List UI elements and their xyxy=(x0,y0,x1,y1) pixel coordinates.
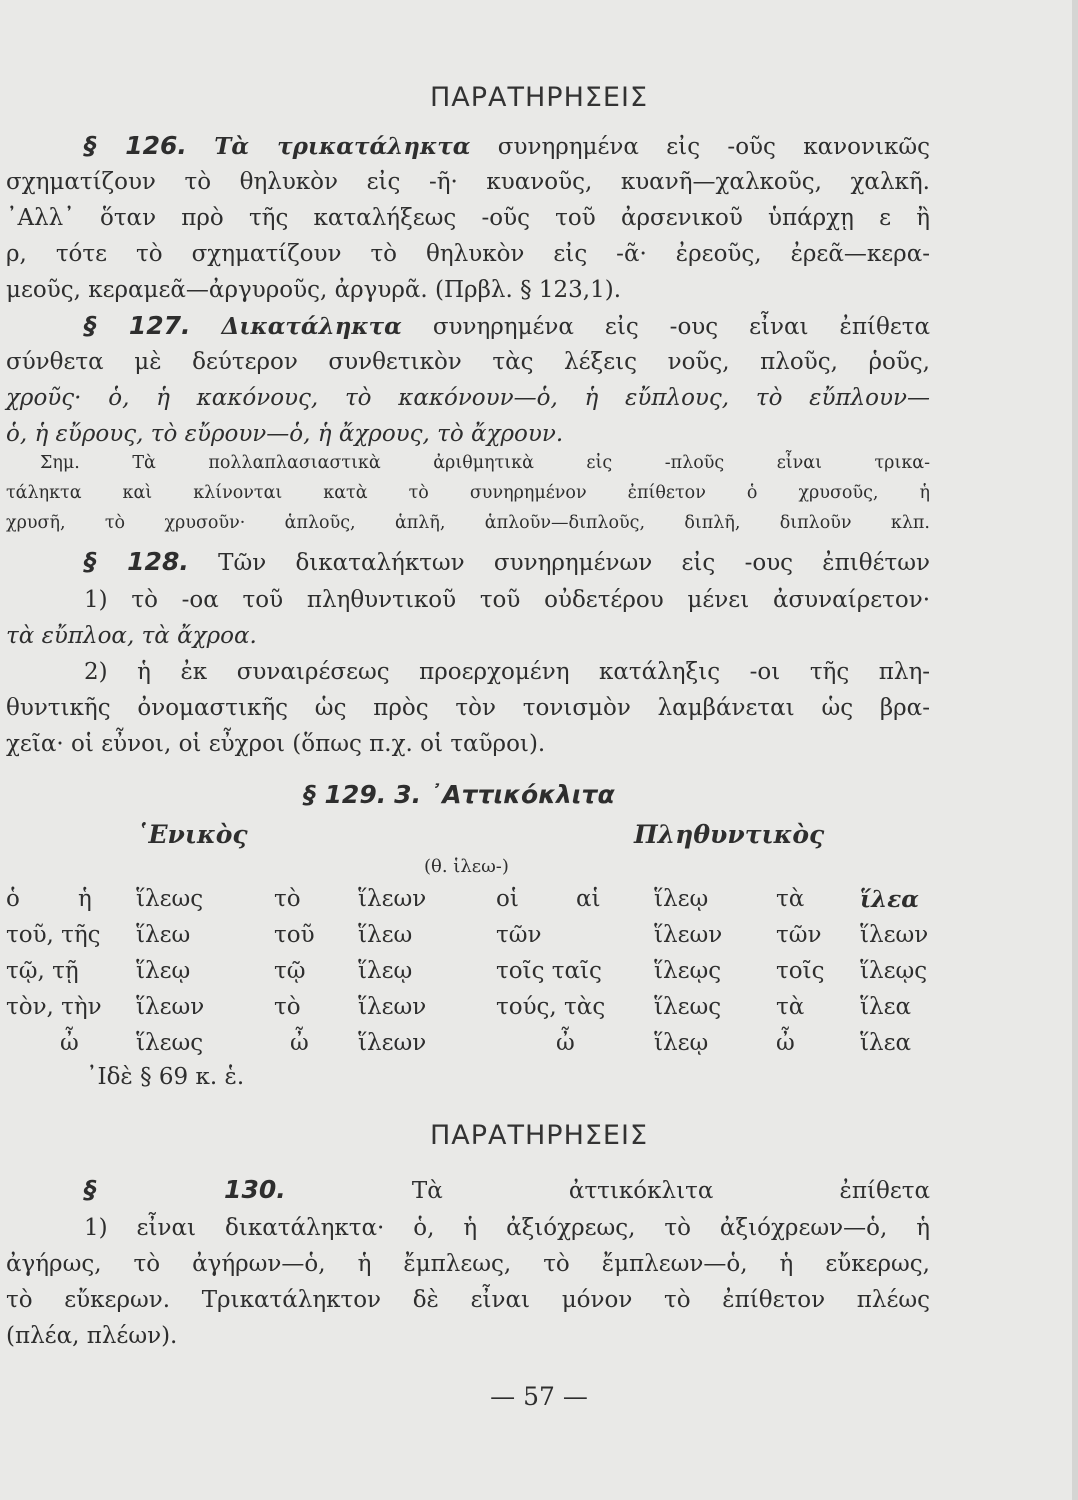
section-129-name: 3. ᾿Αττικόκλιτα xyxy=(394,780,615,809)
declension-cell-r1-c5: τῶν xyxy=(496,922,542,948)
declension-cell-r0-c6: αἱ xyxy=(576,886,601,912)
paragraph-126-text-1: συνηρημένα εἰς -οῦς κανονικῶς xyxy=(497,134,931,160)
term-dikatalikta: Δικατάληκτα xyxy=(221,313,402,340)
declension-cell-r1-c2: ἵλεω xyxy=(136,922,191,948)
declension-cell-r1-c4: ἵλεω xyxy=(358,922,413,948)
paragraph-127-line-2: σύνθετα μὲ δεύτερον συνθετικὸν τὰς λέξεις νοῦς, πλοῦς, ῥοῦς, xyxy=(6,349,930,375)
declension-cell-r4-c8: ὦ xyxy=(776,1030,795,1056)
term-trikatalikta: Τὰ τρικατάληκτα xyxy=(214,133,471,160)
declension-cell-r3-c9: ἵλεα xyxy=(860,994,912,1020)
paragraph-128-line-5: θυντικῆς ὀνομαστικῆς ὡς πρὸς τὸν τονισμὸν λαμβάνεται ὡς βρα- xyxy=(6,695,930,721)
declension-cell-r1-c8: τῶν xyxy=(776,922,822,948)
declension-cell-r0-c2: ἵλεως xyxy=(136,886,204,912)
declension-cell-r1-c3: τοῦ xyxy=(274,922,315,948)
note-line-3: χρυσῆ, τὸ χρυσοῦν· ἁπλοῦς, ἁπλῆ, ἁπλοῦν—διπλοῦς, διπλῆ, διπλοῦν κλπ. xyxy=(6,513,930,533)
paragraph-130-line-3: ἀγήρως, τὸ ἀγήρων—ὁ, ἡ ἔμπλεως, τὸ ἔμπλεων—ὁ, ἡ εὔκερως, xyxy=(6,1251,930,1277)
page-number: — 57 — xyxy=(490,1382,588,1411)
plural-header: Πληθυντικὸς xyxy=(634,820,825,849)
declension-cell-r3-c7: ἵλεως xyxy=(654,994,722,1020)
section-number-129: § 129. xyxy=(303,780,387,809)
declension-cell-r4-c9: ἵλεα xyxy=(860,1030,912,1056)
paragraph-128-line-4: 2) ἡ ἐκ συναιρέσεως προερχομένη κατάληξις -οι τῆς πλη- xyxy=(84,659,930,685)
section-number-130: § 130. xyxy=(84,1175,286,1204)
declension-cell-r2-c4: ἵλεῳ xyxy=(358,958,413,984)
section-number-127: § 127. xyxy=(84,311,191,340)
paragraph-127-line-4: ὁ, ἡ εὔρους, τὸ εὔρουν—ὁ, ἡ ἄχρους, τὸ ἄχρουν. xyxy=(6,421,564,447)
declension-cell-r0-c5: οἱ xyxy=(496,886,519,912)
note-line-2: τάληκτα καὶ κλίνονται κατὰ τὸ συνηρημένον ἐπίθετον ὁ χρυσοῦς, ἡ xyxy=(6,483,930,503)
paragraph-130-line-5: (πλέα, πλέων). xyxy=(6,1323,178,1349)
paragraph-130-text-1: Τὰ ἀττικόκλιτα ἐπίθετα xyxy=(411,1178,931,1204)
declension-cell-r0-c9: ἵλεα xyxy=(860,886,919,913)
declension-cell-r0-c1: ἡ xyxy=(78,886,92,912)
paragraph-127-line-1 xyxy=(84,308,930,345)
cross-reference: ᾿Ιδὲ § 69 κ. ἑ. xyxy=(86,1064,245,1090)
paragraph-130-line-4: τὸ εὔκερων. Τρικατάληκτον δὲ εἶναι μόνον τὸ ἐπίθετον πλέως xyxy=(6,1287,930,1313)
paragraph-126-line-4: ρ, τότε τὸ σχηματίζουν τὸ θηλυκὸν εἰς -ᾶ· ἐρεοῦς, ἐρεᾶ—κερα- xyxy=(6,241,930,267)
paragraph-126-line-5: μεοῦς, κεραμεᾶ—ἀργυροῦς, ἀργυρᾶ. (Πρβλ. § 123,1). xyxy=(6,277,622,303)
declension-cell-r2-c8: τοῖς xyxy=(776,958,825,984)
declension-cell-r0-c4: ἵλεων xyxy=(358,886,427,912)
declension-cell-r2-c3: τῷ xyxy=(274,958,306,984)
paragraph-130-line-2: 1) εἶναι δικατάληκτα· ὁ, ἡ ἀξιόχρεως, τὸ ἀξιόχρεων—ὁ, ἡ xyxy=(84,1215,930,1241)
singular-header: ῾Ενικὸς xyxy=(136,820,248,849)
declension-cell-r4-c0: ὦ xyxy=(60,1030,79,1056)
note-line-1: Σημ. Τὰ πολλαπλασιαστικὰ ἀριθμητικὰ εἰς -πλοῦς εἶναι τρικα- xyxy=(40,453,930,473)
declension-cell-r1-c0: τοῦ, τῆς xyxy=(6,922,101,948)
declension-cell-r4-c2: ἵλεως xyxy=(136,1030,204,1056)
declension-cell-r4-c7: ἵλεῳ xyxy=(654,1030,709,1056)
declension-cell-r2-c5: τοῖς ταῖς xyxy=(496,958,602,984)
declension-cell-r2-c9: ἵλεῳς xyxy=(860,958,928,984)
declension-cell-r3-c2: ἵλεων xyxy=(136,994,205,1020)
paragraph-128-line-3: τὰ εὔπλοα, τὰ ἄχροα. xyxy=(6,623,257,649)
declension-cell-r0-c0: ὁ xyxy=(6,886,20,912)
declension-cell-r4-c5: ὦ xyxy=(556,1030,575,1056)
declension-cell-r3-c3: τὸ xyxy=(274,994,301,1020)
paragraph-126-line-2: σχηματίζουν τὸ θηλυκὸν εἰς -ῆ· κυανοῦς, κυανῆ—χαλκοῦς, χαλκῆ. xyxy=(6,169,930,195)
section-number-126: § 126. xyxy=(84,131,187,160)
stem-note: (θ. ἱλεω-) xyxy=(424,856,509,877)
paragraph-127-text-1: συνηρημένα εἰς -ους εἶναι ἐπίθετα xyxy=(432,314,931,340)
declension-cell-r3-c0: τὸν, τὴν xyxy=(6,994,102,1020)
declension-cell-r1-c7: ἵλεων xyxy=(654,922,723,948)
section-129-title xyxy=(0,780,998,809)
declension-cell-r2-c7: ἵλεῳς xyxy=(654,958,722,984)
declension-cell-r4-c3: ὦ xyxy=(290,1030,309,1056)
declension-cell-r0-c3: τὸ xyxy=(274,886,301,912)
section-number-128: § 128. xyxy=(84,547,189,576)
paragraph-127-line-3: χροῦς· ὁ, ἡ κακόνους, τὸ κακόνουν—ὁ, ἡ εὔπλους, τὸ εὔπλουν— xyxy=(6,385,930,411)
declension-cell-r2-c2: ἵλεῳ xyxy=(136,958,191,984)
section-heading-1: ΠΑΡΑΤΗΡΗΣΕΙΣ xyxy=(429,82,649,113)
section-heading-2: ΠΑΡΑΤΗΡΗΣΕΙΣ xyxy=(429,1120,649,1151)
declension-cell-r2-c0: τῷ, τῇ xyxy=(6,958,79,984)
declension-cell-r4-c4: ἵλεων xyxy=(358,1030,427,1056)
declension-cell-r3-c4: ἵλεων xyxy=(358,994,427,1020)
declension-cell-r0-c7: ἵλεῳ xyxy=(654,886,709,912)
page-edge-shadow xyxy=(1072,0,1078,1500)
paragraph-128-line-1 xyxy=(84,544,930,581)
declension-cell-r3-c5: τούς, τὰς xyxy=(496,994,606,1020)
paragraph-130-line-1 xyxy=(84,1172,930,1209)
declension-cell-r3-c8: τὰ xyxy=(776,994,805,1020)
declension-cell-r1-c9: ἵλεων xyxy=(860,922,929,948)
paragraph-128-text-1: Τῶν δικαταλήκτων συνηρημένων εἰς -ους ἐπιθέτων xyxy=(218,550,931,576)
declension-cell-r0-c8: τὰ xyxy=(776,886,805,912)
paragraph-126-line-3: ᾿Αλλ᾿ ὅταν πρὸ τῆς καταλήξεως -οῦς τοῦ ἀρσενικοῦ ὑπάρχῃ ε ἢ xyxy=(6,205,930,231)
paragraph-128-line-6: χεῖα· οἱ εὖνοι, οἱ εὖχροι (ὅπως π.χ. οἱ ταῦροι). xyxy=(6,731,546,757)
paragraph-126-line-1 xyxy=(84,128,930,165)
paragraph-128-line-2: 1) τὸ -οα τοῦ πληθυντικοῦ τοῦ οὐδετέρου μένει ἀσυναίρετον· xyxy=(84,587,930,613)
